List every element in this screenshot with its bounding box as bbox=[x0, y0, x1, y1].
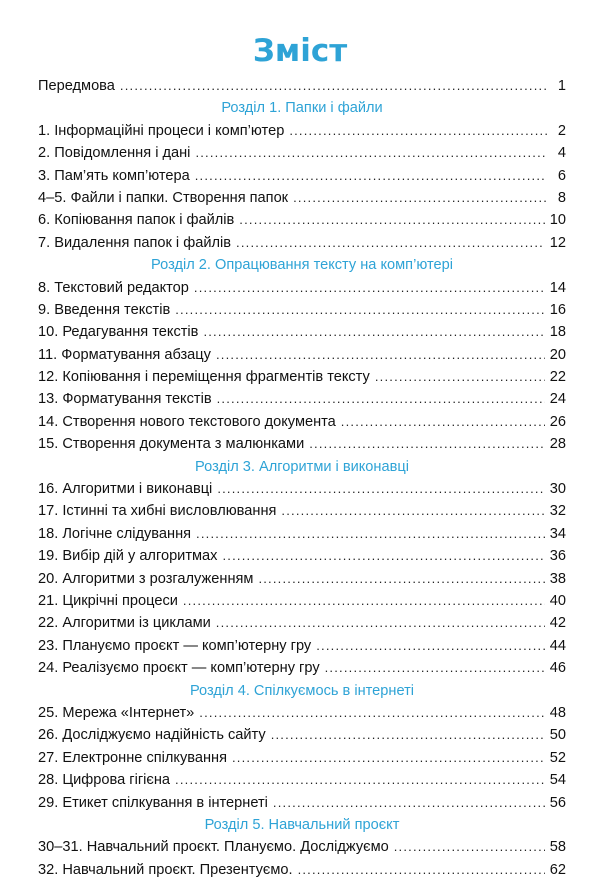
toc-entry-label: 17. Істинні та хибні висловлювання bbox=[38, 503, 277, 520]
toc-entry-label: 26. Досліджуємо надійність сайту bbox=[38, 727, 266, 744]
toc-entry[interactable] bbox=[38, 433, 566, 455]
toc-entry[interactable] bbox=[38, 366, 566, 388]
toc-entry[interactable] bbox=[38, 769, 566, 791]
toc-entry-label: 28. Цифрова гігієна bbox=[38, 772, 171, 789]
toc-entry-label: 13. Форматування текстів bbox=[38, 391, 212, 408]
toc-entry[interactable] bbox=[38, 568, 566, 590]
dot-leader bbox=[196, 523, 545, 545]
toc-entry-label: 29. Етикет спілкування в інтернеті bbox=[38, 794, 268, 811]
toc-entry-label: 9. Введення текстів bbox=[38, 301, 171, 318]
dot-leader bbox=[271, 724, 545, 746]
toc-entry[interactable] bbox=[38, 344, 566, 366]
toc-entry-page: 36 bbox=[549, 548, 566, 565]
toc-entry-label: 23. Плануємо проєкт — комп’ютерну гру bbox=[38, 637, 312, 654]
toc-entry-page: 12 bbox=[549, 234, 566, 251]
toc-entry[interactable] bbox=[38, 299, 566, 321]
toc-entry-label: 21. Цикрічні процеси bbox=[38, 592, 178, 609]
dot-leader bbox=[195, 142, 547, 164]
dot-leader bbox=[120, 75, 547, 97]
toc-entry[interactable] bbox=[38, 859, 566, 881]
dot-leader bbox=[203, 321, 544, 343]
page-title: Зміст bbox=[252, 33, 348, 69]
toc-entry[interactable] bbox=[38, 523, 566, 545]
toc-entry-label: 11. Форматування абзацу bbox=[38, 346, 211, 363]
toc-entry-label: 24. Реалізуємо проєкт — комп’ютерну гру bbox=[38, 660, 320, 677]
toc-entry-preface[interactable] bbox=[38, 75, 566, 97]
toc-entry[interactable] bbox=[38, 612, 566, 634]
toc-entry-page: 34 bbox=[549, 525, 566, 542]
toc-entry-page: 1 bbox=[557, 78, 566, 94]
toc-entry-page: 48 bbox=[549, 704, 566, 721]
toc-entry-page: 44 bbox=[549, 637, 566, 654]
toc-entry[interactable] bbox=[38, 165, 566, 187]
dot-leader bbox=[194, 277, 545, 299]
toc-entry-label: 25. Мережа «Інтернет» bbox=[38, 704, 195, 721]
toc-entry[interactable] bbox=[38, 187, 566, 209]
toc-entry-page: 10 bbox=[549, 212, 566, 229]
toc-entry-page: 20 bbox=[549, 346, 566, 363]
section-heading[interactable]: Розділ 1. Папки і файли bbox=[221, 100, 383, 117]
dot-leader bbox=[239, 209, 544, 231]
toc-entry[interactable] bbox=[38, 321, 566, 343]
section-heading[interactable]: Розділ 2. Опрацювання тексту на комп’ютері bbox=[151, 257, 453, 274]
toc-entry-label: 12. Копіювання і переміщення фрагментів тексту bbox=[38, 369, 370, 386]
dot-leader bbox=[293, 187, 547, 209]
table-of-contents bbox=[38, 75, 566, 881]
dot-leader bbox=[217, 478, 544, 500]
dot-leader bbox=[289, 120, 547, 142]
toc-entry-label: 16. Алгоритми і виконавці bbox=[38, 481, 213, 498]
dot-leader bbox=[281, 500, 544, 522]
toc-entry-label: 20. Алгоритми з розгалуженням bbox=[38, 570, 254, 587]
toc-entry[interactable] bbox=[38, 277, 566, 299]
dot-leader bbox=[258, 568, 544, 590]
dot-leader bbox=[236, 232, 545, 254]
toc-entry[interactable] bbox=[38, 232, 566, 254]
dot-leader bbox=[175, 299, 545, 321]
toc-entry-label: 7. Видалення папок і файлів bbox=[38, 234, 232, 251]
toc-entry[interactable] bbox=[38, 142, 566, 164]
section-heading[interactable]: Розділ 3. Алгоритми і виконавці bbox=[195, 458, 409, 475]
toc-entry-page: 40 bbox=[549, 592, 566, 609]
toc-entry[interactable] bbox=[38, 500, 566, 522]
toc-entry-label: 15. Створення документа з малюнками bbox=[38, 436, 305, 453]
dot-leader bbox=[375, 366, 545, 388]
toc-entry-page: 26 bbox=[549, 413, 566, 430]
dot-leader bbox=[175, 769, 545, 791]
dot-leader bbox=[222, 545, 544, 567]
toc-entry-page: 14 bbox=[549, 279, 566, 296]
toc-entry-label: 19. Вибір дій у алгоритмах bbox=[38, 548, 218, 565]
toc-entry-page: 16 bbox=[549, 301, 566, 318]
toc-entry-label: 18. Логічне слідування bbox=[38, 525, 192, 542]
toc-entry-page: 2 bbox=[557, 122, 566, 139]
toc-entry-label: Передмова bbox=[38, 78, 115, 94]
toc-entry[interactable] bbox=[38, 388, 566, 410]
toc-entry[interactable] bbox=[38, 411, 566, 433]
toc-entry-page: 32 bbox=[549, 503, 566, 520]
toc-entry-page: 18 bbox=[549, 324, 566, 341]
section-heading[interactable]: Розділ 5. Навчальний проєкт bbox=[204, 816, 400, 833]
toc-entry-label: 14. Створення нового текстового документа bbox=[38, 413, 336, 430]
toc-entry-page: 56 bbox=[549, 794, 566, 811]
toc-entry-page: 8 bbox=[557, 189, 566, 206]
toc-entry-page: 54 bbox=[549, 772, 566, 789]
toc-entry-label: 32. Навчальний проєкт. Презентуємо. bbox=[38, 861, 293, 878]
dot-leader bbox=[199, 702, 545, 724]
dot-leader bbox=[195, 165, 547, 187]
dot-leader bbox=[216, 344, 545, 366]
toc-entry-label: 10. Редагування текстів bbox=[38, 324, 199, 341]
toc-entry-label: 27. Електронне спілкування bbox=[38, 749, 227, 766]
toc-entry-label: 3. Пам’ять комп’ютера bbox=[38, 167, 190, 184]
toc-entry-page: 52 bbox=[549, 749, 566, 766]
toc-entry[interactable] bbox=[38, 120, 566, 142]
toc-entry-label: 8. Текстовий редактор bbox=[38, 279, 189, 296]
dot-leader bbox=[341, 411, 545, 433]
dot-leader bbox=[273, 792, 545, 814]
toc-entry-label: 30–31. Навчальний проєкт. Плануємо. Досліджуємо bbox=[38, 839, 389, 856]
toc-entry-page: 42 bbox=[549, 615, 566, 632]
toc-entry-page: 6 bbox=[557, 167, 566, 184]
dot-leader bbox=[183, 590, 545, 612]
toc-entry-page: 24 bbox=[549, 391, 566, 408]
toc-entry-label: 6. Копіювання папок і файлів bbox=[38, 212, 235, 229]
toc-entry[interactable] bbox=[38, 747, 566, 769]
toc-entry-page: 22 bbox=[549, 369, 566, 386]
dot-leader bbox=[232, 747, 545, 769]
dot-leader bbox=[298, 859, 545, 881]
section-heading[interactable]: Розділ 4. Спілкуємось в інтернеті bbox=[189, 682, 415, 699]
toc-entry-page: 58 bbox=[549, 839, 566, 856]
toc-entry[interactable] bbox=[38, 836, 566, 858]
toc-entry[interactable] bbox=[38, 792, 566, 814]
toc-entry[interactable] bbox=[38, 545, 566, 567]
toc-entry[interactable] bbox=[38, 478, 566, 500]
toc-entry-page: 38 bbox=[549, 570, 566, 587]
toc-entry-page: 62 bbox=[549, 861, 566, 878]
dot-leader bbox=[217, 388, 545, 410]
dot-leader bbox=[394, 836, 545, 858]
toc-entry[interactable] bbox=[38, 209, 566, 231]
toc-entry[interactable] bbox=[38, 702, 566, 724]
toc-entry-page: 30 bbox=[549, 481, 566, 498]
toc-entry[interactable] bbox=[38, 657, 566, 679]
toc-entry-label: 1. Інформаційні процеси і комп’ютер bbox=[38, 122, 285, 139]
toc-entry-label: 22. Алгоритми із циклами bbox=[38, 615, 211, 632]
toc-entry[interactable] bbox=[38, 724, 566, 746]
toc-entry-page: 46 bbox=[549, 660, 566, 677]
toc-entry-label: 4–5. Файли і папки. Створення папок bbox=[38, 189, 289, 206]
toc-entry-page: 4 bbox=[557, 145, 566, 162]
dot-leader bbox=[325, 657, 545, 679]
toc-entry-page: 50 bbox=[549, 727, 566, 744]
toc-entry[interactable] bbox=[38, 635, 566, 657]
dot-leader bbox=[216, 612, 545, 634]
dot-leader bbox=[316, 635, 545, 657]
toc-entry-page: 28 bbox=[549, 436, 566, 453]
toc-entry-label: 2. Повідомлення і дані bbox=[38, 145, 191, 162]
toc-entry[interactable] bbox=[38, 590, 566, 612]
dot-leader bbox=[309, 433, 545, 455]
